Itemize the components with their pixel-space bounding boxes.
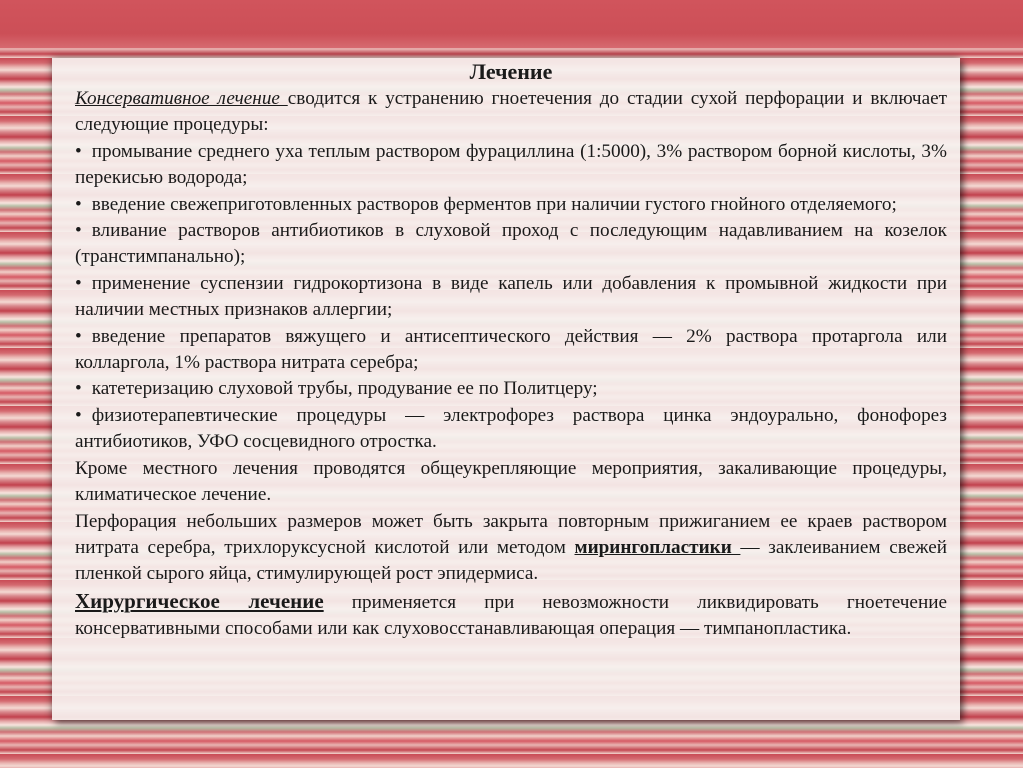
- bullet-text: физиотерапевтические процедуры — электрофорез раствора цинка эндоурально, фонофорез антибиотиков, УФО сосцевидного отростка.: [75, 404, 947, 453]
- bullet-mark: •: [75, 220, 82, 242]
- surgical-text: применяется при невозможности ликвидировать гноетечение консервативными способами или как слуховосстанавливающая операция — тимпанопластика.: [75, 591, 947, 640]
- slide-title: Лечение: [469, 59, 553, 84]
- intro-paragraph: [75, 86, 947, 139]
- bullet-mark: •: [75, 404, 82, 426]
- bullet-text: введение препаратов вяжущего и антисептического действия — 2% раствора протаргола или колларгола, 1% раствора нитрата серебра;: [75, 325, 947, 374]
- surgical-treatment-term: Хирургическое лечение: [75, 588, 324, 613]
- bullet-item: [75, 324, 947, 377]
- conservative-treatment-term: Консервативное лечение: [75, 88, 288, 109]
- bullet-text: промывание среднего уха теплым раствором фурациллина (1:5000), 3% раствором борной кислоты, 3% перекисью водорода;: [75, 140, 947, 189]
- bullet-item: [75, 376, 947, 402]
- bullet-item: [75, 192, 947, 218]
- decorative-top-band: [0, 0, 1023, 48]
- bullet-item: [75, 271, 947, 324]
- bullet-text: вливание растворов антибиотиков в слуховой проход с последующим надавливанием на козелок (транстимпанально);: [75, 220, 947, 268]
- bullet-text: катетеризацию слуховой трубы, продувание ее по Политцеру;: [91, 378, 598, 400]
- perforation-paragraph: [75, 509, 947, 588]
- general-treatment-paragraph: Кроме местного лечения проводятся общеукрепляющие мероприятия, закаливающие процедуры, климатическое лечение.: [75, 457, 947, 506]
- bullet-item: [75, 139, 947, 192]
- slide-content: [75, 58, 947, 643]
- bullet-text: применение суспензии гидрокортизона в виде капель или добавления к промывной жидкости при наличии местных признаков аллергии;: [75, 272, 947, 321]
- myringoplasty-term: мирингопластики: [574, 536, 741, 558]
- bullet-mark: •: [75, 325, 82, 347]
- surgical-paragraph: [75, 588, 947, 643]
- bullet-mark: •: [75, 193, 82, 215]
- bullet-item: [75, 218, 947, 271]
- perforation-text-end: — заклеиванием свежей пленкой сырого яйца, стимулирующей рост эпидермиса.: [75, 536, 947, 585]
- intro-text: сводится к устранению гноетечения до стадии сухой перфорации и включает следующие процедуры:: [75, 88, 947, 136]
- bullet-mark: •: [75, 378, 82, 400]
- perforation-text: Перфорация небольших размеров может быть закрыта повторным прижиганием ее краев раствором нитрата серебра, трихлоруксусной кислотой или методом: [75, 510, 947, 558]
- bullet-mark: •: [75, 140, 82, 162]
- bullet-text: введение свежеприготовленных растворов ферментов при наличии густого гнойного отделяемого;: [91, 193, 897, 215]
- bullet-mark: •: [75, 272, 82, 294]
- bullet-item: [75, 403, 947, 456]
